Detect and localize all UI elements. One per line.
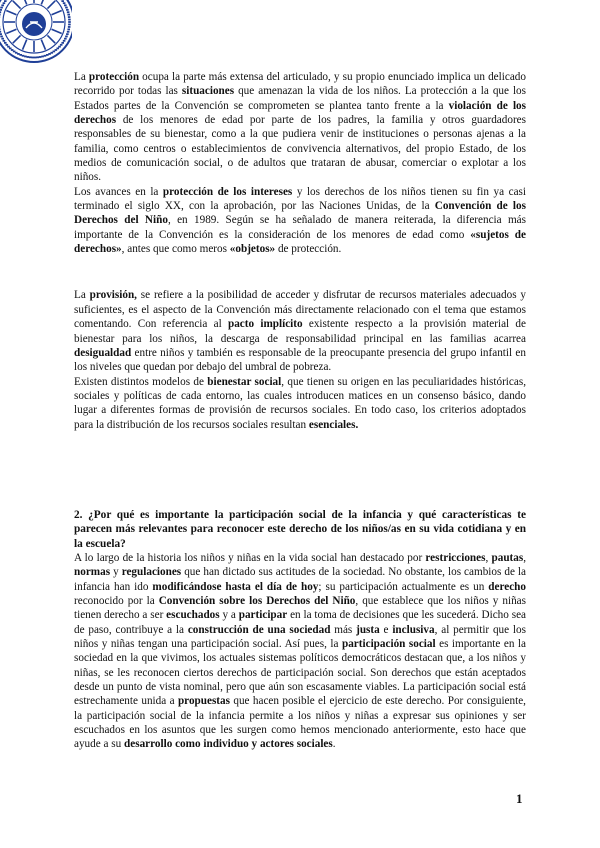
bold-term: regulaciones: [121, 566, 182, 579]
bold-term: inclusiva: [392, 623, 435, 636]
bold-term: «sujetos de derechos»: [74, 228, 526, 256]
bold-term: propuestas: [177, 695, 230, 708]
bold-term: normas: [74, 566, 111, 579]
bold-term: restricciones: [425, 551, 486, 564]
bold-term: desarrollo como individuo y actores sociales: [124, 738, 333, 751]
bold-term: protección: [88, 71, 140, 83]
bold-term: Convención de los Derechos del Niño: [74, 200, 526, 227]
bold-term: protección de los intereses: [162, 185, 293, 198]
bold-term: situaciones: [181, 85, 235, 98]
bold-term: derecho: [488, 580, 526, 593]
bold-term: modificándose hasta el día de hoy: [152, 580, 319, 593]
question-heading: 2. ¿Por qué es importante la participación social de la infancia y qué características te parecen más relevantes para reconocer este derecho de los niños/as en su vida cotidiana y en la escuela?: [74, 508, 526, 550]
bold-term: esenciales.: [308, 418, 359, 431]
bold-term: participar: [238, 609, 288, 622]
bold-term: «objetos»: [229, 243, 276, 256]
bold-term: justa: [356, 623, 380, 636]
paragraph-participacion: A lo largo de la historia los niños y niñas en la vida social han destacado por restricciones, pautas, normas y regulaciones que han dictado sus actitudes de la sociedad. No obstante, los cambios de la infancia han ido modificándose hasta el día de hoy; su participación actualmente es un derecho reconocido por la Convención sobre los Derechos del Niño, que establece que los niños y niñas tienen derecho a ser escuchados y a participar en la toma de decisiones que les sucederá. Dicho sea de paso, contribuye a la construcción de una sociedad más justa e inclusiva, al permitir que los niños y niñas tengan una participación social. Así pues, la participación social es importante en la sociedad en la que vivimos, los actuales sistemas políticos democráticos destacan que, a los niños y niñas, se les reconocen ciertos derechos de participación social. Son derechos que están aceptados desde un punto de vista nominal, pero que aún son escasamente viables. La participación social está estrechamente unida a propuestas que hacen posible el ejercicio de este derecho. Por consiguiente, la participación social de la infancia permite a los niños y niñas a expresar sus opiniones y ser escuchados en los asuntos que les surgen como hemos mencionado anteriormente, esto hace que ayude a su desarrollo como individuo y actores sociales.: [74, 551, 527, 751]
bold-term: construcción de una sociedad: [187, 623, 331, 636]
bold-term: pacto implícito: [227, 318, 303, 331]
document-body: [74, 70, 526, 752]
bold-term: escuchados: [166, 609, 220, 622]
bold-term: bienestar social: [207, 375, 282, 388]
paragraph-provision: La provisión, se refiere a la posibilidad de acceder y disfrutar de recursos materiales adecuados y suficientes, es el aspecto de la Convención más directamente relacionado con el tema que estamos comentando. Con referencia al pacto implícito existente respecto a la provisión material de bienestar para los niños, la descarga de responsabilidad principal en las familias acarrea desigualdad entre niños y también es responsable de la preocupante presencia del grupo infantil en los niveles que quedan por debajo del umbral de pobreza.: [74, 289, 526, 374]
bold-term: desigualdad: [74, 346, 132, 359]
paragraph-proteccion: La protección ocupa la parte más extensa del articulado, y su propio enunciado implica un delicado recorrido por todas las situaciones que amenazan la vida de los niños. La protección a la que los Estados partes de la Convención se comprometen se plantea tanto frente a la violación de los derechos de los menores de edad por parte de los padres, la familia y otros guardadores responsables de su bienestar, como a la que pudiera venir de instituciones o personas ajenas a la familia, como centros o establecimientos de convivencia alternativos, del propio Estado, de los medios de comunicación social, o de adultos que trataran de abusar, comerciar o explotar a los niños.: [74, 71, 527, 184]
bold-term: pautas: [491, 551, 524, 564]
bold-term: participación social: [341, 638, 436, 650]
bold-term: violación de los derechos: [74, 99, 526, 127]
bold-term: Convención sobre los Derechos del Niño: [158, 594, 356, 607]
bold-term: provisión,: [89, 289, 137, 302]
university-seal-icon: [0, 0, 72, 66]
paragraph-avances: Los avances en la protección de los intereses y los derechos de los niños tienen su fin ya casi terminado el siglo XX, con la aprobación, por las Naciones Unidas, de la Convención de los Derechos del Niño, en 1989. Según se ha señalado de manera reiterada, la diferencia más importante de la Convención es la consideración de los menores de edad como «sujetos de derechos», antes que como meros «objetos» de protección.: [74, 185, 526, 256]
page-number: 1: [516, 791, 523, 806]
paragraph-bienestar: Existen distintos modelos de bienestar social, que tienen su origen en las peculiaridades históricas, sociales y políticas de cada entorno, las cuales introducen matices en un consenso básico, dando lugar a diferentes formas de provisión de recursos sociales. En todo caso, los criterios adoptados para la distribución de los recursos sociales resultan esenciales.: [74, 375, 526, 431]
